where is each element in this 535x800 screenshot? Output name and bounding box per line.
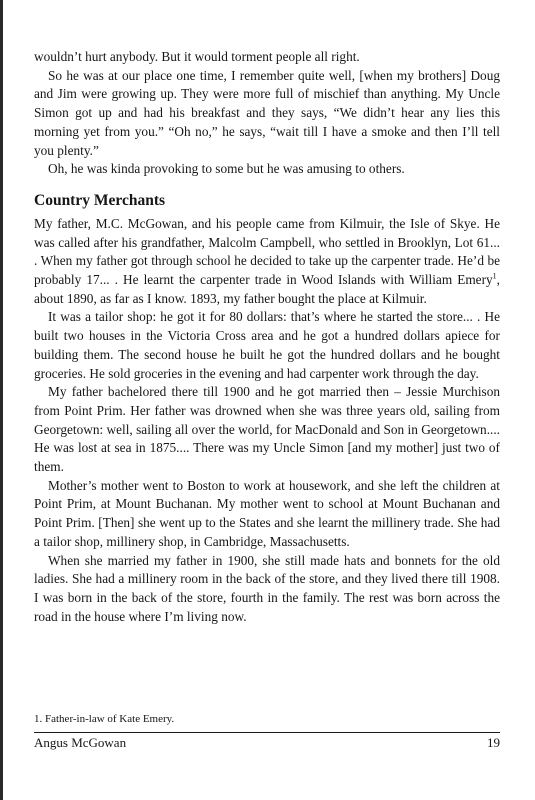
footer-rule bbox=[34, 732, 500, 733]
paragraph: When she married my father in 1900, she still made hats and bonnets for the old ladies. She had a millinery room in the back of the store, and they lived there till 1908. I was born in the back of the store, fourth in the family. The rest was born across the road in the house where I’m living now. bbox=[34, 552, 500, 624]
paragraph: My father bachelored there till 1900 and he got married then – Jessie Murchison from Point Prim. Her father was drowned when she was three years old, sailing from Georgetown: well, sailing all over the world, for MacDonald and Son in Georgetown.... He was lost at sea in 1875.... There was my Uncle Simon [and my mother] just two of them. bbox=[34, 384, 500, 475]
paragraph: It was a tailor shop: he got it for 80 dollars: that’s where he started the store... . He built two houses in the Victoria Cross area and he got a hundred dollars apiece for building them. The second house he built he got the hundred dollars and he bought groceries. He sold groceries in the evening and had carpenter work through the day. bbox=[34, 309, 500, 381]
footnote-marker: 1 bbox=[492, 271, 497, 281]
section-heading: Country Merchants bbox=[34, 191, 166, 209]
paragraph-text: , about 1890, as far as I know. 1893, my father bought the place at Kilmuir. bbox=[34, 272, 500, 306]
paragraph: wouldn’t hurt anybody. But it would torment people all right. bbox=[34, 49, 360, 64]
paragraph: Oh, he was kinda provoking to some but he was amusing to others. bbox=[48, 161, 405, 177]
paragraph: So he was at our place one time, I remember quite well, [when my brothers] Doug and Jim were growing up. They were more full of mischief than anything. My Uncle Simon got up and had his breakfast and they says, “We didn’t hear any lies this morning yet from you.” “Oh no,” he says, “wait till I have a smoke and then I’ll tell you plenty.” bbox=[34, 67, 500, 158]
paragraph-text: My father, M.C. McGowan, and his people came from Kilmuir, the Isle of Skye. He was called after his grandfather, Malcolm Campbell, who settled in Brooklyn, Lot 61... . When my father got through school he decided to take up the carpenter trade. He’d be probably 17... . He learnt the carpenter trade in Wood Islands with William Emery bbox=[34, 215, 500, 288]
paragraph bbox=[34, 215, 500, 309]
page-footer bbox=[34, 735, 500, 751]
page-edge bbox=[0, 0, 3, 800]
footer-author: Angus McGowan bbox=[34, 735, 127, 750]
page-body bbox=[34, 48, 500, 626]
page-number: 19 bbox=[487, 735, 500, 750]
paragraph: Mother’s mother went to Boston to work at housework, and she left the children at Point Prim, at Mount Buchanan. My mother went to school at Mount Buchanan and Point Prim. [Then] she went up to the States and she learnt the millinery trade. She had a tailor shop, millinery shop, in Cambridge, Massachusetts. bbox=[34, 477, 500, 549]
footnote: 1. Father-in-law of Kate Emery. bbox=[34, 713, 175, 725]
